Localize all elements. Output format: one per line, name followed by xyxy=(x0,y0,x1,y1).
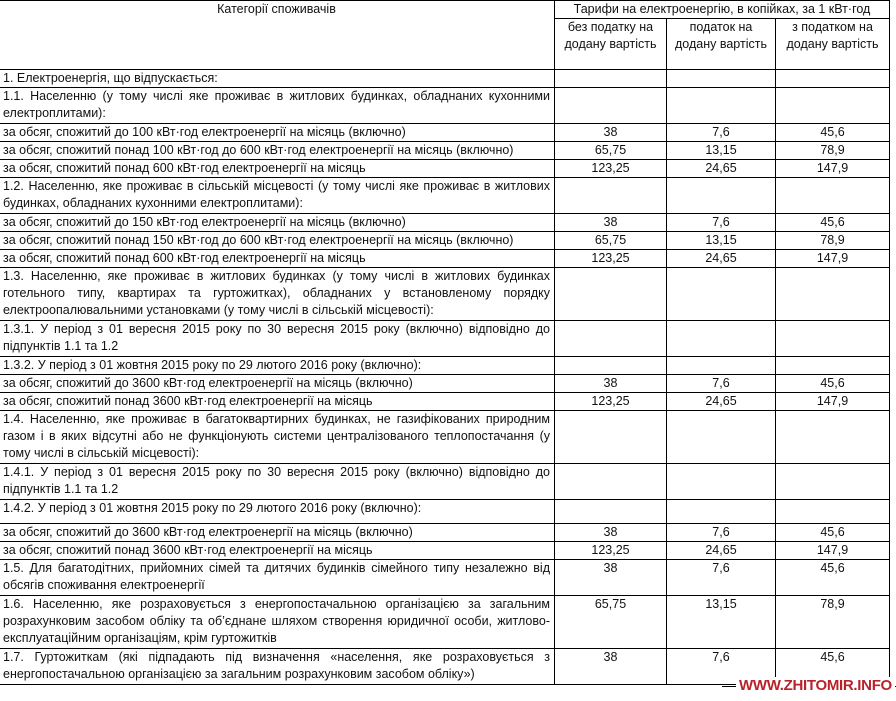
value-without-vat-cell: 38 xyxy=(555,524,667,542)
value-with-vat-cell: 147,9 xyxy=(776,160,890,178)
table-row xyxy=(0,524,890,542)
value-without-vat-cell xyxy=(555,357,667,375)
table-row xyxy=(0,596,890,649)
value-with-vat-cell: 147,9 xyxy=(776,393,890,411)
consumer-category-cell: 1.6. Населенню, яке розраховується з енергопостачальною організацією за загальним розрахунковим засобом обліку та об’єднане шляхом створення юридичної особи, житлово-експлуатаційним організаціям, крім гуртожитків xyxy=(0,596,555,649)
value-vat-cell: 24,65 xyxy=(667,393,776,411)
consumer-category-cell: за обсяг, спожитий понад 100 кВт·год до 600 кВт·год електроенергії на місяць (включно) xyxy=(0,142,555,160)
consumer-category-cell: за обсяг, спожитий понад 3600 кВт·год електроенергії на місяць xyxy=(0,542,555,560)
value-with-vat-cell: 45,6 xyxy=(776,375,890,393)
table-row xyxy=(0,142,890,160)
table-row xyxy=(0,250,890,268)
header-consumer-categories: Категорії споживачів xyxy=(0,1,555,70)
value-without-vat-cell: 38 xyxy=(555,214,667,232)
consumer-category-cell: за обсяг, спожитий понад 3600 кВт·год електроенергії на місяць xyxy=(0,393,555,411)
table-row xyxy=(0,464,890,500)
value-without-vat-cell: 123,25 xyxy=(555,393,667,411)
value-without-vat-cell: 38 xyxy=(555,560,667,596)
value-without-vat-cell xyxy=(555,178,667,214)
consumer-category-cell: 1.4.1. У період з 01 вересня 2015 року по 30 вересня 2015 року (включно) відповідно до підпунктів 1.1 та 1.2 xyxy=(0,464,555,500)
value-without-vat-cell: 65,75 xyxy=(555,596,667,649)
value-vat-cell: 24,65 xyxy=(667,250,776,268)
value-vat-cell xyxy=(667,268,776,321)
value-without-vat-cell xyxy=(555,411,667,464)
value-without-vat-cell: 123,25 xyxy=(555,160,667,178)
value-with-vat-cell xyxy=(776,88,890,124)
consumer-category-cell: за обсяг, спожитий понад 150 кВт·год до 600 кВт·год електроенергії на місяць (включно) xyxy=(0,232,555,250)
consumer-category-cell: 1. Електроенергія, що відпускається: xyxy=(0,70,555,88)
value-with-vat-cell: 45,6 xyxy=(776,560,890,596)
consumer-category-cell: 1.3. Населенню, яке проживає в житлових будинках (у тому числі в житлових будинках готельного типу, квартирах та гуртожитках), обладнаних у встановленому порядку електроопалювальними установками (у тому числі в сільській місцевості): xyxy=(0,268,555,321)
value-without-vat-cell: 65,75 xyxy=(555,232,667,250)
value-without-vat-cell: 38 xyxy=(555,649,667,685)
consumer-category-cell: 1.2. Населенню, яке проживає в сільській місцевості (у тому числі яке проживає в житлових будинках, обладнаних кухонними електроплитами): xyxy=(0,178,555,214)
value-with-vat-cell: 45,6 xyxy=(776,649,890,685)
value-vat-cell xyxy=(667,411,776,464)
value-vat-cell: 24,65 xyxy=(667,160,776,178)
value-without-vat-cell xyxy=(555,500,667,524)
value-vat-cell: 7,6 xyxy=(667,124,776,142)
value-without-vat-cell xyxy=(555,464,667,500)
consumer-category-cell: за обсяг, спожитий понад 600 кВт·год електроенергії на місяць xyxy=(0,160,555,178)
value-with-vat-cell xyxy=(776,178,890,214)
value-vat-cell: 24,65 xyxy=(667,542,776,560)
consumer-category-cell: за обсяг, спожитий до 100 кВт·год електроенергії на місяць (включно) xyxy=(0,124,555,142)
value-vat-cell xyxy=(667,321,776,357)
table-row xyxy=(0,375,890,393)
table-row xyxy=(0,88,890,124)
value-vat-cell: 13,15 xyxy=(667,596,776,649)
table-row xyxy=(0,393,890,411)
value-vat-cell xyxy=(667,357,776,375)
table-row xyxy=(0,70,890,88)
value-without-vat-cell: 123,25 xyxy=(555,250,667,268)
value-vat-cell xyxy=(667,178,776,214)
value-without-vat-cell: 65,75 xyxy=(555,142,667,160)
header-with-vat: з податком на додану вартість xyxy=(776,19,890,70)
consumer-category-cell: за обсяг, спожитий до 150 кВт·год електроенергії на місяць (включно) xyxy=(0,214,555,232)
value-without-vat-cell xyxy=(555,70,667,88)
value-with-vat-cell xyxy=(776,500,890,524)
value-with-vat-cell: 147,9 xyxy=(776,250,890,268)
value-with-vat-cell xyxy=(776,268,890,321)
value-without-vat-cell xyxy=(555,88,667,124)
table-row xyxy=(0,214,890,232)
value-vat-cell xyxy=(667,500,776,524)
value-vat-cell: 7,6 xyxy=(667,214,776,232)
consumer-category-cell: 1.5. Для багатодітних, прийомних сімей та дитячих будинків сімейного типу незалежно від обсягів споживання електроенергії xyxy=(0,560,555,596)
value-with-vat-cell xyxy=(776,464,890,500)
value-with-vat-cell: 78,9 xyxy=(776,142,890,160)
value-with-vat-cell: 45,6 xyxy=(776,214,890,232)
table-row xyxy=(0,268,890,321)
value-vat-cell: 7,6 xyxy=(667,524,776,542)
value-with-vat-cell xyxy=(776,411,890,464)
table-header xyxy=(0,1,890,70)
consumer-category-cell: 1.4. Населенню, яке проживає в багатоквартирних будинках, не газифікованих природним газом і в яких відсутні або не функціонують системи централізованого теплопостачання (у тому числі в сільській місцевості): xyxy=(0,411,555,464)
value-vat-cell: 13,15 xyxy=(667,142,776,160)
consumer-category-cell: за обсяг, спожитий до 3600 кВт·год електроенергії на місяць (включно) xyxy=(0,375,555,393)
table-row xyxy=(0,124,890,142)
consumer-category-cell: 1.7. Гуртожиткам (які підпадають під визначення «населення, яке розраховується з енергопостачальною організацією за загальним розрахунковим засобом обліку») xyxy=(0,649,555,685)
value-with-vat-cell: 78,9 xyxy=(776,232,890,250)
value-without-vat-cell xyxy=(555,268,667,321)
value-with-vat-cell: 78,9 xyxy=(776,596,890,649)
value-with-vat-cell xyxy=(776,70,890,88)
header-tariffs-group: Тарифи на електроенергію, в копійках, за 1 кВт·год xyxy=(555,1,890,19)
table-row xyxy=(0,411,890,464)
value-vat-cell xyxy=(667,88,776,124)
site-watermark: WWW.ZHITOMIR.INFO xyxy=(736,677,895,695)
table-row xyxy=(0,232,890,250)
value-with-vat-cell xyxy=(776,357,890,375)
consumer-category-cell: 1.3.2. У період з 01 жовтня 2015 року по 29 лютого 2016 року (включно): xyxy=(0,357,555,375)
table-body xyxy=(0,70,890,685)
consumer-category-cell: 1.4.2. У період з 01 жовтня 2015 року по 29 лютого 2016 року (включно): xyxy=(0,500,555,524)
consumer-category-cell: за обсяг, спожитий до 3600 кВт·год електроенергії на місяць (включно) xyxy=(0,524,555,542)
value-with-vat-cell: 45,6 xyxy=(776,524,890,542)
table-row xyxy=(0,542,890,560)
value-vat-cell: 7,6 xyxy=(667,560,776,596)
header-without-vat: без податку на додану вартість xyxy=(555,19,667,70)
value-vat-cell xyxy=(667,70,776,88)
header-vat: податок на додану вартість xyxy=(667,19,776,70)
value-with-vat-cell xyxy=(776,321,890,357)
table-row xyxy=(0,357,890,375)
table-row xyxy=(0,178,890,214)
value-with-vat-cell: 147,9 xyxy=(776,542,890,560)
consumer-category-cell: 1.3.1. У період з 01 вересня 2015 року по 30 вересня 2015 року (включно) відповідно до підпунктів 1.1 та 1.2 xyxy=(0,321,555,357)
consumer-category-cell: за обсяг, спожитий понад 600 кВт·год електроенергії на місяць xyxy=(0,250,555,268)
value-without-vat-cell: 123,25 xyxy=(555,542,667,560)
value-vat-cell: 7,6 xyxy=(667,649,776,685)
consumer-category-cell: 1.1. Населенню (у тому числі яке проживає в житлових будинках, обладнаних кухонними електроплитами): xyxy=(0,88,555,124)
table-row xyxy=(0,560,890,596)
table-row xyxy=(0,500,890,524)
table-row xyxy=(0,160,890,178)
value-vat-cell: 7,6 xyxy=(667,375,776,393)
value-vat-cell: 13,15 xyxy=(667,232,776,250)
value-vat-cell xyxy=(667,464,776,500)
table-row xyxy=(0,321,890,357)
value-without-vat-cell: 38 xyxy=(555,375,667,393)
value-without-vat-cell xyxy=(555,321,667,357)
value-without-vat-cell: 38 xyxy=(555,124,667,142)
value-with-vat-cell: 45,6 xyxy=(776,124,890,142)
